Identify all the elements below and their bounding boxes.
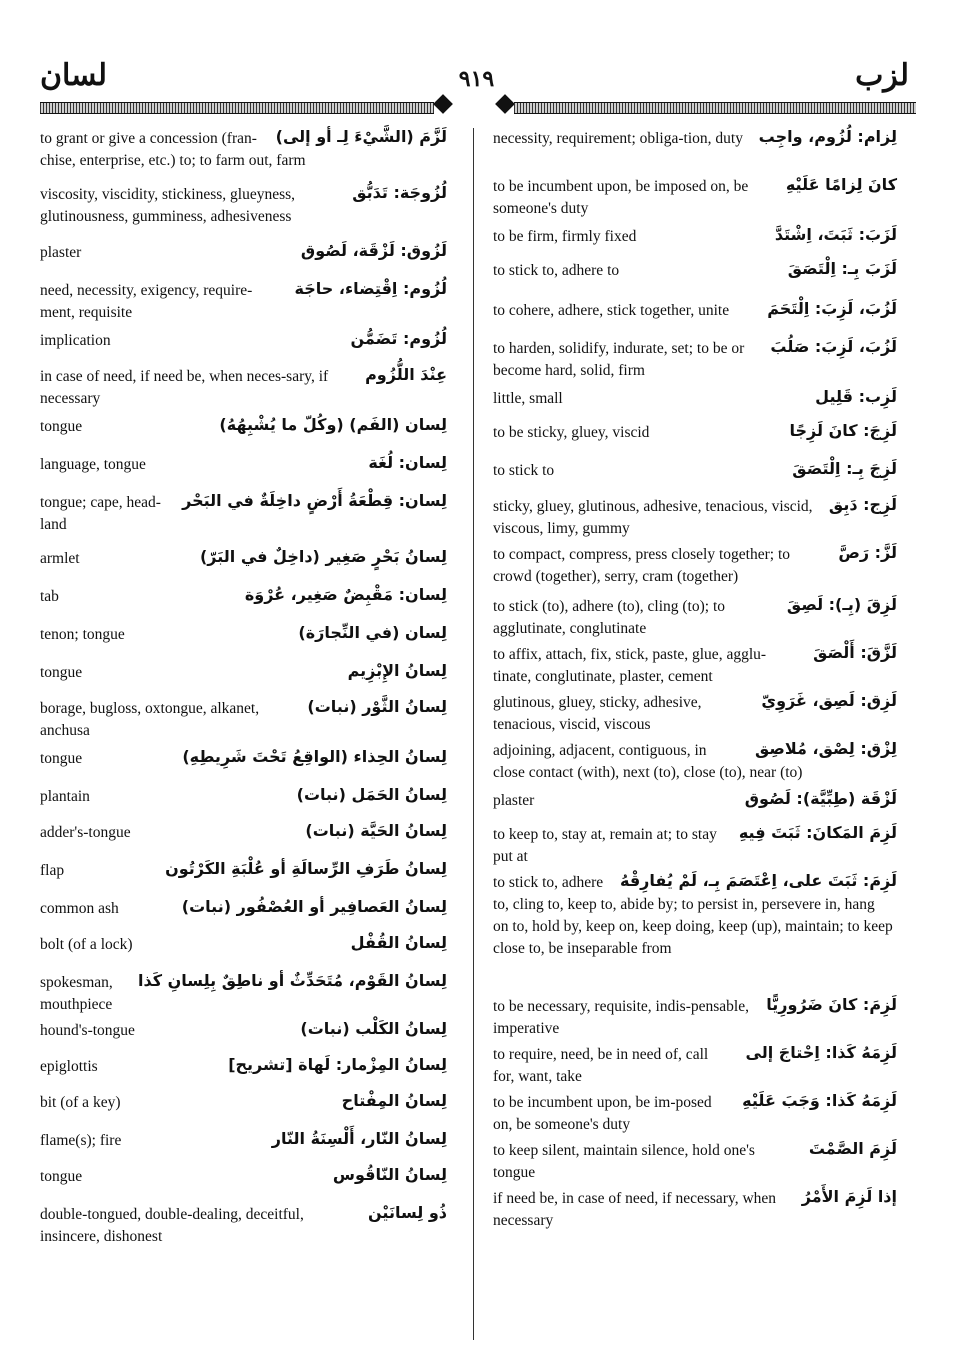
dictionary-entry [40,454,447,492]
dictionary-entry [40,1020,447,1056]
arabic-headword: لِسانُ بَحْرٍ صَغِير (داخِلٌ في البَرّ) [196,546,447,568]
arabic-headword: لِسانُ طَرَفِ الرِّسالَةِ أو عُلْبَةِ الكَرْتُون [161,858,447,880]
arabic-headword: لَزِجَ: كانَ لَزِجًا [786,420,898,442]
dictionary-entry [493,1044,897,1092]
dictionary-entry [493,496,897,544]
english-definition: to stick (to), adhere (to), cling (to); to agglutinate, conglutinate [493,598,726,637]
english-definition: tenon; tongue [40,626,125,643]
page-number: ٩١٩ [458,66,495,92]
english-definition: to stick to [493,462,555,479]
dictionary-entry [493,338,897,388]
arabic-headword: إذا لَزِمَ الأَمْرُ [798,1186,897,1208]
dictionary-entry [40,366,447,416]
english-definition: language, tongue [40,456,146,473]
arabic-headword: لِسانُ الحِذاء (الواقِعُ تَحْتَ شَرِيطِهِ) [178,746,447,768]
english-definition: adder's-tongue [40,824,131,841]
english-definition: sticky, gluey, glutinous, adhesive, tenacious, viscid, viscous, limy, gummy [493,498,813,537]
english-definition: tongue; cape, head-land [40,494,161,533]
arabic-headword: لَزِج: دَبِق [825,494,897,516]
english-definition: tongue [40,750,83,767]
english-definition: need, necessity, exigency, require-ment, requisite [40,282,253,321]
english-definition: to keep to, stay at, remain at; to stay put at [493,826,717,865]
header-guide-word-right: لزب [855,58,909,93]
english-definition: if need be, in case of need, if necessary, when necessary [493,1190,777,1229]
dictionary-entry [493,226,897,260]
arabic-headword: لِسانُ الحَمَل (نبات) [293,784,447,806]
dictionary-entry [493,128,897,176]
dictionary-entry [40,242,447,280]
dictionary-entry [40,1204,447,1252]
dictionary-entry [40,748,447,786]
arabic-headword: لِسان (في النِّجارَة) [294,622,447,644]
arabic-headword: لِسانُ القَوْم، مُتَحَدِّثٌ أو ناطِقٌ بِلِسانِ كَذا [134,970,447,992]
dictionary-entry [40,184,447,242]
arabic-headword: لِسانُ الثَّوْر (نبات) [303,696,447,718]
english-definition: to be incumbent upon, be im-posed on, be someone's duty [493,1094,712,1133]
english-definition: armlet [40,550,80,567]
dictionary-entry [493,824,897,872]
dictionary-entry [40,330,447,366]
dictionary-entry [40,1092,447,1130]
arabic-headword: لَزِب: قَلِيل [811,386,897,408]
dictionary-entry [493,388,897,422]
column-divider [473,128,474,1340]
arabic-headword: لِسانُ الإِبْزِيم [344,660,447,682]
arabic-headword: لِسانُ القُفْل [347,932,447,954]
arabic-headword: لَزِق: لَصِق، غَرَوِيّ [757,690,897,712]
arabic-headword: لِسانُ العَصافِير أو العُصْفُور (نبات) [178,896,447,918]
english-definition: to be firm, firmly fixed [493,228,637,245]
english-definition: necessity, requirement; obliga-tion, duty [493,130,743,147]
arabic-headword: لَزَّ: رَصَّ [834,542,897,564]
arabic-headword: لَزُبَ، لَزِبَ: صَلُبَ [766,336,897,358]
header-rule-left [40,102,434,114]
arabic-headword: لَزِمَ المَكانَ: ثَبَتَ فِيهِ [735,822,897,844]
dictionary-entry [40,662,447,698]
dictionary-entry [40,548,447,586]
english-definition: little, small [493,390,563,407]
arabic-headword: لَزُوق: لَزْقَة، لَصُوق [297,240,447,262]
arabic-headword: لِسان: قِطْعَةُ أَرْضٍ داخِلَةٌ في البَحْر [178,490,447,512]
arabic-headword: لَزِمَ الصَّمْتَ [805,1138,897,1160]
diamond-ornament-left [433,94,453,114]
dictionary-entry [493,596,897,644]
english-definition: glutinous, gluey, sticky, adhesive, tenacious, viscid, viscous [493,694,702,733]
arabic-headword: لَزِمَ: كانَ ضَرُورِيًّا [762,994,897,1016]
english-definition: hound's-tongue [40,1022,135,1039]
dictionary-entry [493,260,897,300]
arabic-headword: لِسان: لُغَة [364,452,447,474]
dictionary-entry [493,300,897,338]
dictionary-entry [40,1166,447,1204]
dictionary-entry [40,698,447,748]
arabic-headword: لَزِمَهُ كَذا: وَجَبَ عَلَيْهِ [738,1090,897,1112]
english-definition: tongue [40,1168,83,1185]
english-definition: to harden, solidify, indurate, set; to be or become hard, solid, firm [493,340,745,379]
dictionary-entry [493,740,897,790]
english-definition: to cohere, adhere, stick together, unite [493,302,730,319]
english-definition: tongue [40,664,83,681]
arabic-headword: ذُو لِسانَيْن [364,1202,447,1224]
dictionary-entry [40,492,447,548]
arabic-headword: لِسان (الفَم) (وكُلّ ما يُشْبِهُهُ) [215,414,447,436]
dictionary-entry [493,644,897,692]
arabic-headword: لُزُوم: تَضَمُّن [347,328,448,350]
arabic-headword: لِسان: مَقْبِضٌ صَغِير، عُرْوَة [241,584,447,606]
diamond-ornament-right [495,94,515,114]
english-definition: flap [40,862,65,879]
dictionary-entry [40,1130,447,1166]
arabic-headword: لِسانُ المِزْمار: لَهاة [تشريح] [224,1054,447,1076]
dictionary-entry [40,1056,447,1092]
english-definition: viscosity, viscidity, stickiness, glueyness, glutinousness, gumminess, adhesiveness [40,186,296,225]
arabic-headword: لَزِمَ: ثَبَتَ على، اِعْتَصَمَ بِـ، لَمْ يُفارِقْهُ [616,870,897,892]
arabic-headword: لَزَبَ: ثَبَتَ، اِشْتَدَّ [771,224,897,246]
dictionary-entry [40,416,447,454]
dictionary-entry [40,898,447,934]
dictionary-entry [493,1140,897,1188]
arabic-headword: لِسانُ المِفْتاح [338,1090,447,1112]
english-definition: to affix, attach, fix, stick, paste, glue, agglu-tinate, conglutinate, plaster, cement [493,646,767,685]
arabic-headword: لَزَبَ بِـ: اِلْتَصَقَ [784,258,897,280]
dictionary-entry [40,624,447,662]
arabic-headword: لِسانُ النّاقُوس [329,1164,447,1186]
english-definition: tab [40,588,59,605]
arabic-headword: عِنْدَ اللُّزُوم [361,364,447,386]
arabic-headword: لِسانُ النّار، أَلْسِنَةُ النّار [268,1128,447,1150]
left-column [40,128,447,1252]
english-definition: plaster [40,244,82,261]
english-definition: to stick to, adhere to [493,262,620,279]
dictionary-entry [40,860,447,898]
dictionary-entry [493,460,897,496]
english-definition: to require, need, be in need of, call for, want, take [493,1046,709,1085]
english-definition: tongue [40,418,83,435]
dictionary-entry [493,1188,897,1236]
english-definition: bit (of a key) [40,1094,121,1111]
arabic-headword: لُزُوم: اِقْتِضاء، حاجَة [291,278,447,300]
arabic-headword: لَزِجَ بِـ: اِلْتَصَقَ [788,458,897,480]
arabic-headword: لَزْقَة (طِبِّيَّة): لَصُوق [741,788,897,810]
english-definition: implication [40,332,111,349]
english-definition: to be sticky, gluey, viscid [493,424,650,441]
arabic-headword: لُزُوجَة: تَدَبُّق [348,182,447,204]
english-definition: to be necessary, requisite, indis-pensable, imperative [493,998,749,1037]
english-definition: to be incumbent upon, be imposed on, be someone's duty [493,178,749,217]
dictionary-entry [40,786,447,822]
arabic-headword: كانَ لِزامًا عَلَيْهِ [782,174,897,196]
arabic-headword: لِسانُ الحَيَّة (نبات) [301,820,447,842]
arabic-headword: لَزُبَ، لَزِبَ: اِلْتَحَمَ [763,298,897,320]
english-definition: epiglottis [40,1058,98,1075]
dictionary-entry [493,872,897,996]
arabic-headword: لَزِقَ (بِـ): لَصِقَ [783,594,897,616]
english-definition: common ash [40,900,119,917]
arabic-headword: لَزِمَهُ كَذا: اِحْتاجَ إلى [742,1042,897,1064]
dictionary-entry [40,972,447,1020]
dictionary-entry [493,996,897,1044]
english-definition: borage, bugloss, oxtongue, alkanet, anchusa [40,700,260,739]
arabic-headword: لَزَّقَ: أَلْصَقَ [809,642,897,664]
dictionary-entry [40,586,447,624]
english-definition: to compact, compress, press closely together; to crowd (together), serry, cram (together) [493,546,791,585]
arabic-headword: لِسانُ الكَلْب (نبات) [296,1018,447,1040]
english-definition: to grant or give a concession (fran-chise, enterprise, etc.) to; to farm out, farm [40,130,306,169]
english-definition: to keep silent, maintain silence, hold one's tongue [493,1142,755,1181]
dictionary-entry [493,1092,897,1140]
english-definition: plaster [493,792,535,809]
dictionary-entry [493,544,897,596]
dictionary-entry [493,692,897,740]
english-definition: in case of need, if need be, when neces-sary, if necessary [40,368,329,407]
english-definition: adjoining, adjacent, contiguous, in close contact (with), next (to), close (to), near (to) [493,742,803,781]
english-definition: to stick to, adhere to, cling to, keep to, abide by; to persist in, persevere in, hang on to, hold by, keep on, keep doing, keep (up), maintain; to keep close to, be inseparable from [493,874,893,957]
arabic-headword: لِزْق: لِصْق، مُلاصِق [751,738,897,760]
dictionary-entry [493,176,897,226]
header-rule-right [514,102,916,114]
dictionary-entry [493,790,897,824]
arabic-headword: لَزَّمَ (الشَّيْءَ لِـ أو إلى) [272,126,447,148]
english-definition: flame(s); fire [40,1132,122,1149]
dictionary-entry [40,280,447,330]
dictionary-entry [40,822,447,860]
english-definition: double-tongued, double-dealing, deceitful, insincere, dishonest [40,1206,304,1245]
english-definition: spokesman, mouthpiece [40,974,113,1013]
dictionary-entry [40,934,447,972]
dictionary-entry [40,128,447,184]
header-guide-word-left: لسان [40,58,108,93]
right-column [493,128,897,1236]
english-definition: bolt (of a lock) [40,936,133,953]
dictionary-entry [493,422,897,460]
english-definition: plantain [40,788,90,805]
arabic-headword: لِزام: لُزُوم، واجِب [755,126,897,148]
